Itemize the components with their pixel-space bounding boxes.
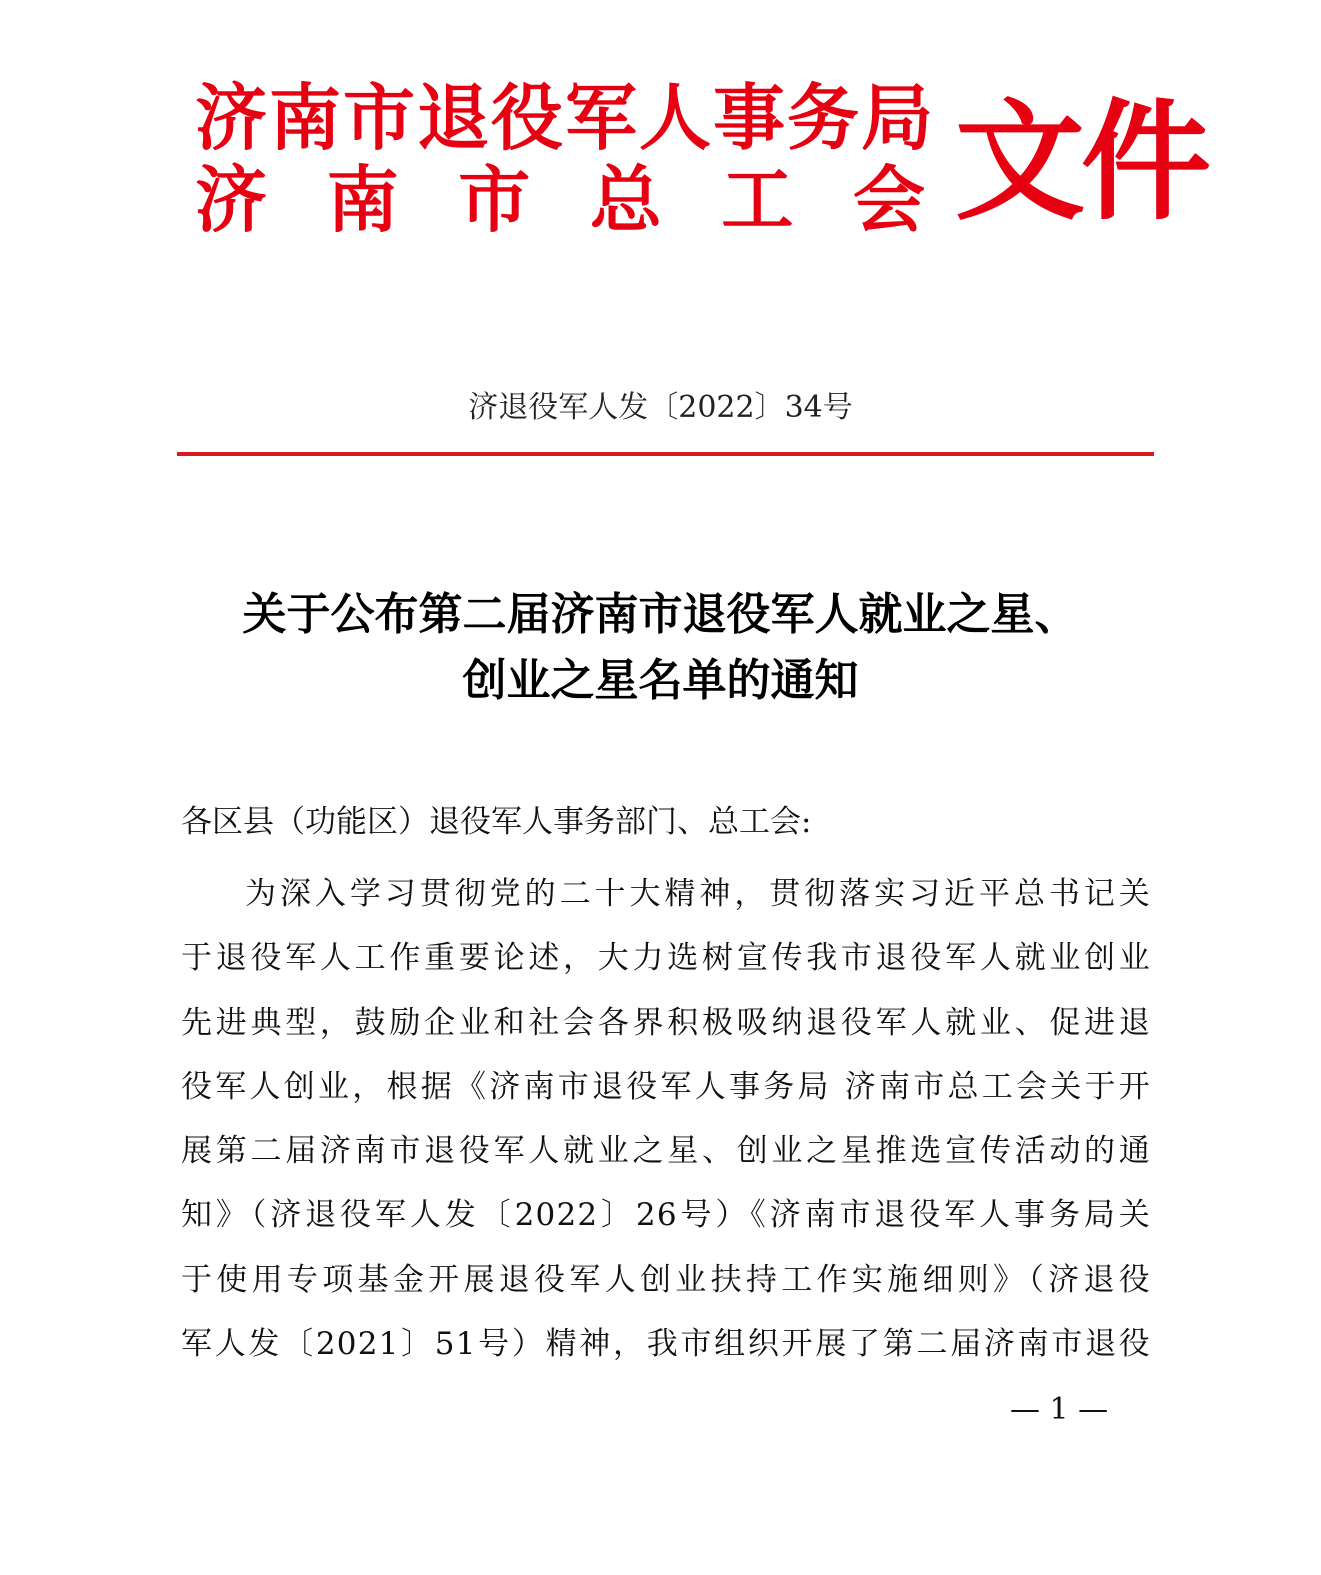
body-line: 役军人创业，根据《济南市退役军人事务局 济南市总工会关于开 bbox=[181, 1068, 1151, 1105]
org2-char: 总 bbox=[589, 157, 662, 242]
body-line: 展第二届济南市退役军人就业之星、创业之星推选宣传活动的通 bbox=[181, 1133, 1151, 1170]
document-word: 文件 bbox=[955, 85, 1208, 238]
body-line: 军人发〔2021〕51号）精神，我市组织开展了第二届济南市退役 bbox=[181, 1326, 1151, 1363]
org2-char: 济 bbox=[195, 157, 268, 242]
title-line-2: 创业之星名单的通知 bbox=[462, 655, 859, 706]
issuing-org-federation-of-trade-unions bbox=[195, 157, 925, 242]
org2-char: 会 bbox=[852, 157, 925, 242]
body-line: 先进典型，鼓励企业和社会各界积极吸纳退役军人就业、促进退 bbox=[181, 1004, 1151, 1041]
body-line: 于使用专项基金开展退役军人创业扶持工作实施细则》（济退役 bbox=[181, 1261, 1151, 1298]
red-divider-line bbox=[177, 452, 1154, 456]
document-number: 济退役军人发〔2022〕34号 bbox=[468, 390, 853, 425]
title-line-1: 关于公布第二届济南市退役军人就业之星、 bbox=[242, 589, 1079, 640]
body-text bbox=[181, 862, 1151, 1376]
salutation: 各区县（功能区）退役军人事务部门、总工会: bbox=[181, 804, 812, 840]
org2-char: 工 bbox=[721, 157, 794, 242]
org2-char: 市 bbox=[458, 157, 531, 242]
page-number: — 1 — bbox=[1010, 1392, 1109, 1427]
issuing-org-veterans-bureau: 济南市退役军人事务局 bbox=[195, 75, 936, 160]
body-line: 为深入学习贯彻党的二十大精神，贯彻落实习近平总书记关 bbox=[245, 876, 1151, 912]
org2-char: 南 bbox=[326, 157, 399, 242]
body-line: 于退役军人工作重要论述，大力选树宣传我市退役军人就业创业 bbox=[181, 940, 1151, 977]
document-title bbox=[0, 582, 1321, 714]
body-line: 知》（济退役军人发〔2022〕26号）《济南市退役军人事务局关 bbox=[181, 1197, 1151, 1234]
